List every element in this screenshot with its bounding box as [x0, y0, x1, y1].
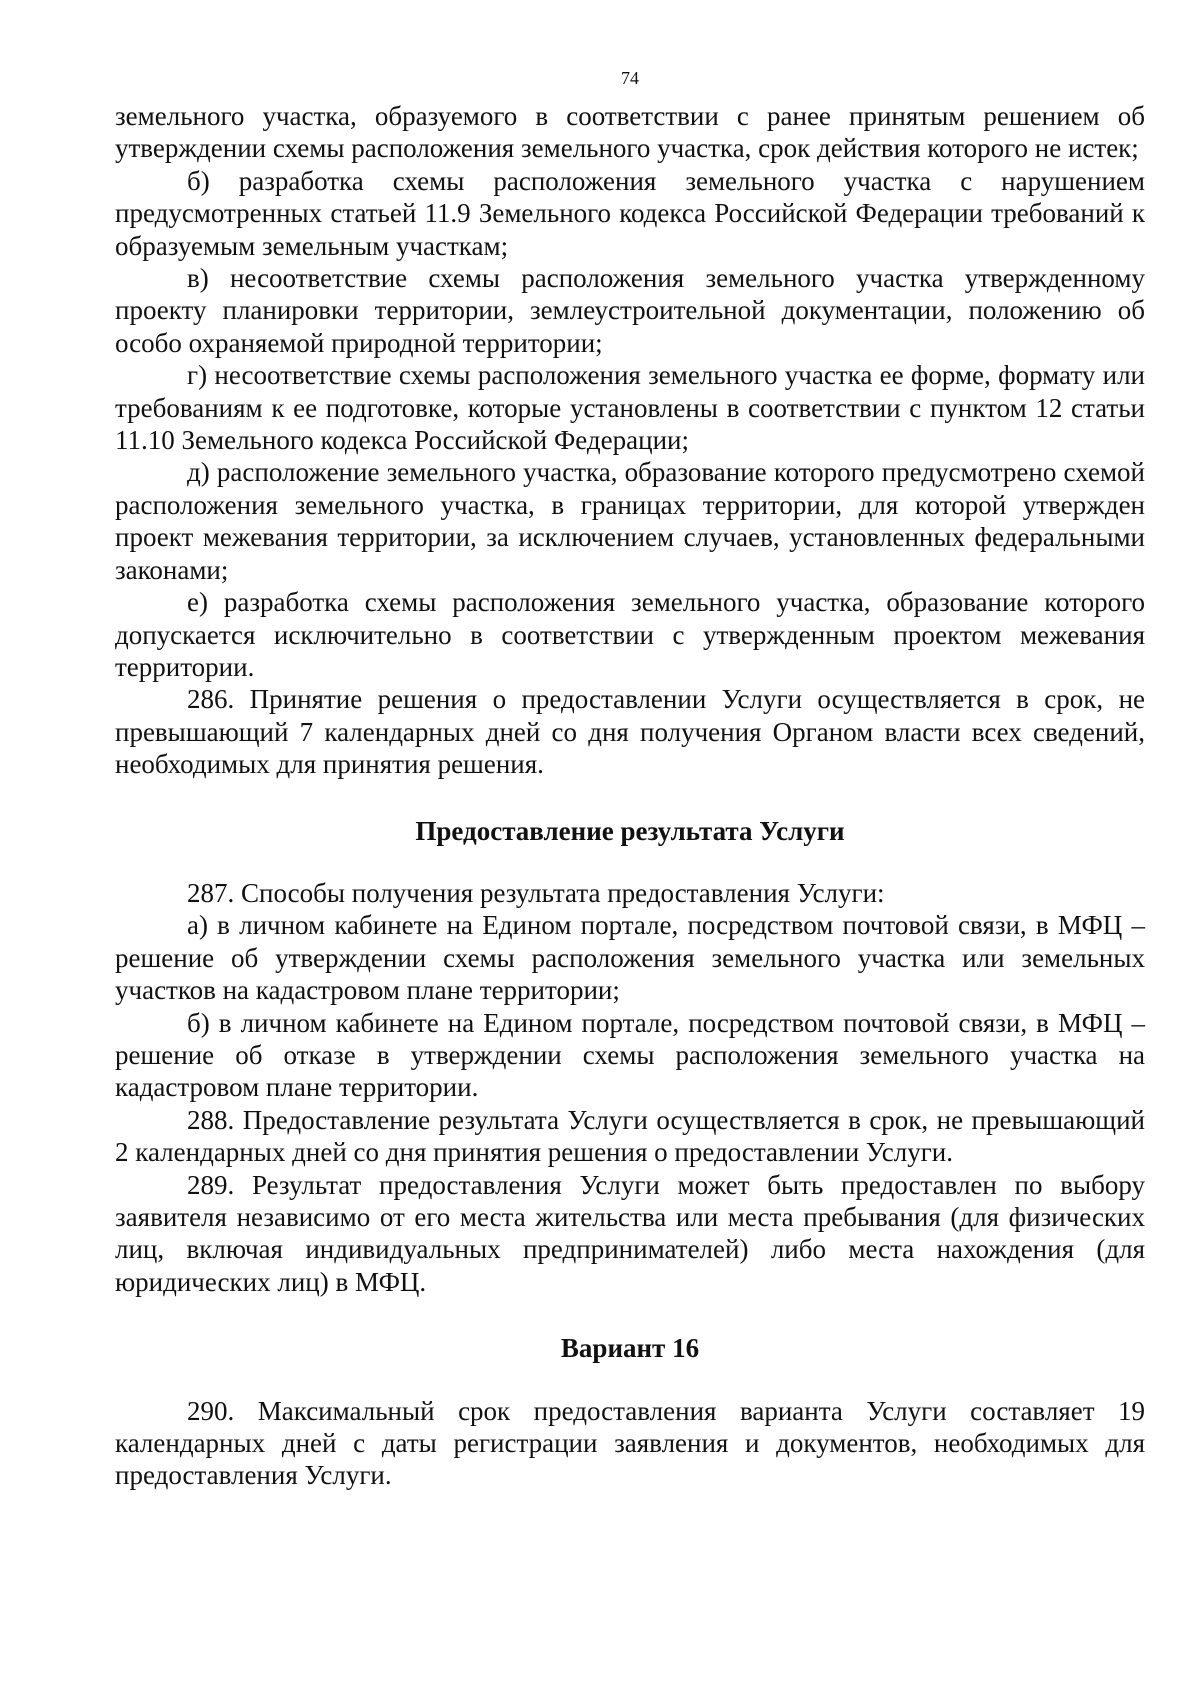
- paragraph-item-b: б) разработка схемы расположения земельного участка с нарушением предусмотренных статьей 11.9 Земельного кодекса Российской Федерации требований к образуемым земельным участкам;: [115, 165, 1145, 261]
- paragraph-287-a: а) в личном кабинете на Едином портале, посредством почтовой связи, в МФЦ – решение об утверждении схемы расположения земельного участка или земельных участков на кадастровом плане территории;: [115, 910, 1145, 1006]
- paragraph-287: 287. Способы получения результата предоставления Услуги:: [187, 877, 885, 908]
- document-page: [115, 66, 1145, 1492]
- paragraph-289: 289. Результат предоставления Услуги может быть предоставлен по выбору заявителя независимо от его места жительства или места пребывания (для физических лиц, включая индивидуальных предпринимателей) либо места нахождения (для юридических лиц) в МФЦ.: [115, 1169, 1145, 1297]
- paragraph-287-b: б) в личном кабинете на Едином портале, посредством почтовой связи, в МФЦ – решение об отказе в утверждении схемы расположения земельного участка на кадастровом плане территории.: [115, 1007, 1145, 1103]
- paragraph-item-d: д) расположение земельного участка, образование которого предусмотрено схемой расположения земельного участка, в границах территории, для которой утвержден проект межевания территории, за исключением случаев, установленных федеральными законами;: [115, 457, 1145, 585]
- paragraph-item-v: в) несоответствие схемы расположения земельного участка утвержденному проекту планировки территории, землеустроительной документации, положению об особо охраняемой природной территории;: [115, 263, 1145, 358]
- paragraph-continuation: земельного участка, образуемого в соответствии с ранее принятым решением об утверждении схемы расположения земельного участка, срок действия которого не истек;: [115, 101, 1145, 164]
- paragraph-item-e: е) разработка схемы расположения земельного участка, образование которого допускается исключительно в соответствии с утвержденным проектом межевания территории.: [115, 587, 1145, 682]
- paragraph-288: 288. Предоставление результата Услуги осуществляется в срок, не превышающий 2 календарных дней со дня принятия решения о предоставлении Услуги.: [115, 1104, 1145, 1168]
- paragraph-item-g: г) несоответствие схемы расположения земельного участка ее форме, формату или требованиям к ее подготовке, которые установлены в соответствии с пунктом 12 статьи 11.10 Земельного кодекса Российской Федерации;: [115, 360, 1145, 456]
- section-heading-variant: Вариант 16: [560, 1333, 700, 1364]
- section-heading-result: Предоставление результата Услуги: [415, 815, 845, 846]
- paragraph-286: 286. Принятие решения о предоставлении Услуги осуществляется в срок, не превышающий 7 календарных дней со дня получения Органом власти всех сведений, необходимых для принятия решения.: [115, 684, 1145, 780]
- paragraph-290: 290. Максимальный срок предоставления варианта Услуги составляет 19 календарных дней с даты регистрации заявления и документов, необходимых для предоставления Услуги.: [115, 1395, 1145, 1491]
- page-number: 74: [621, 68, 639, 88]
